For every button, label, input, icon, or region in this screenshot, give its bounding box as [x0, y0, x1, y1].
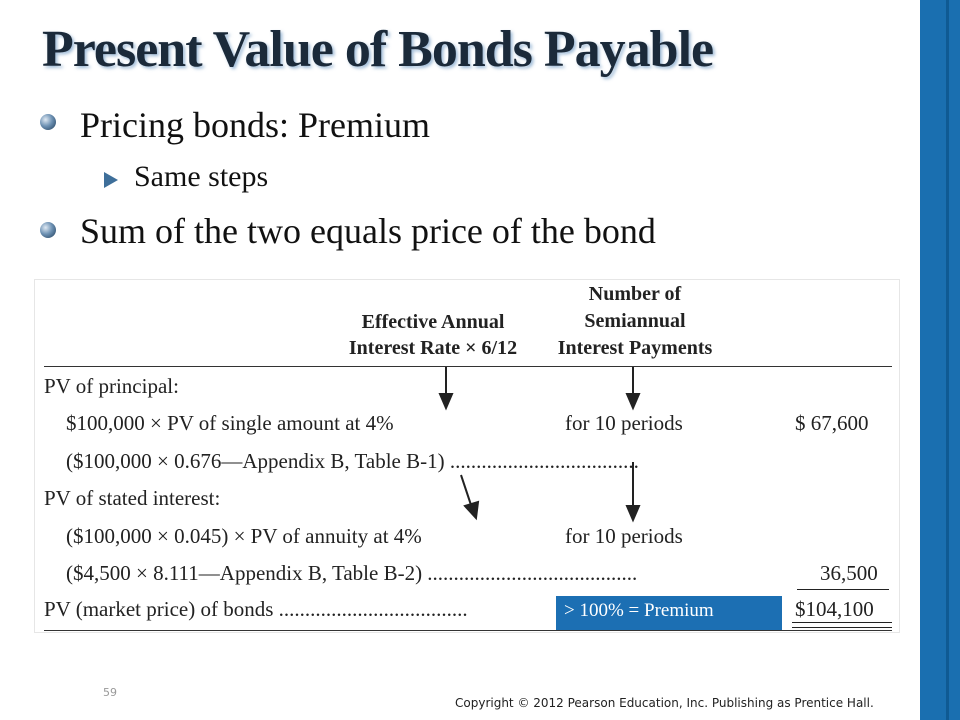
- bottom-rule: [44, 630, 892, 631]
- row-interest-calc: ($100,000 × 0.045) × PV of annuity at 4%: [66, 524, 422, 548]
- total-double-underline: [792, 622, 892, 628]
- header-periods-line2: Semiannual: [584, 310, 686, 332]
- row-interest-periods: for 10 periods: [565, 524, 683, 548]
- row-principal-amount: $ 67,600: [795, 411, 869, 435]
- sub-bullet-same-steps: Same steps: [134, 160, 269, 193]
- arrow-head-icon: [465, 502, 478, 518]
- row-market-label: PV (market price) of bonds ....................................: [44, 597, 468, 621]
- subtotal-underline: [797, 589, 889, 590]
- row-interest-amount: 36,500: [820, 561, 878, 585]
- row-interest-detail: ($4,500 × 8.111—Appendix B, Table B-2) ........................................: [66, 561, 638, 585]
- row-pv-interest-label: PV of stated interest:: [44, 486, 221, 510]
- bullet-pricing: Pricing bonds: Premium: [80, 105, 430, 145]
- arrow-rate-2-icon: [461, 475, 472, 508]
- row-principal-detail: ($100,000 × 0.676—Appendix B, Table B-1) ....................................: [66, 449, 639, 473]
- header-periods-line3: Interest Payments: [557, 337, 713, 359]
- header-periods-line1: Number of: [588, 283, 682, 305]
- row-principal-periods: for 10 periods: [565, 411, 683, 435]
- bullet-sum: Sum of the two equals price of the bond: [80, 211, 656, 251]
- arrow-head-icon: [627, 506, 639, 520]
- premium-callout: > 100% = Premium: [556, 596, 782, 630]
- row-market-amount: $104,100: [795, 597, 874, 621]
- arrow-head-icon: [440, 394, 452, 408]
- row-pv-principal-label: PV of principal:: [44, 374, 179, 398]
- row-principal-calc: $100,000 × PV of single amount at 4%: [66, 411, 394, 435]
- header-rate-line1: Effective Annual: [361, 311, 505, 333]
- page-number: 59: [103, 686, 117, 699]
- slide-title: Present Value of Bonds Payable: [42, 21, 714, 78]
- copyright-footer: Copyright © 2012 Pearson Education, Inc. Publishing as Prentice Hall.: [455, 696, 874, 710]
- arrow-head-icon: [627, 394, 639, 408]
- header-rate-line2: Interest Rate × 6/12: [348, 337, 518, 359]
